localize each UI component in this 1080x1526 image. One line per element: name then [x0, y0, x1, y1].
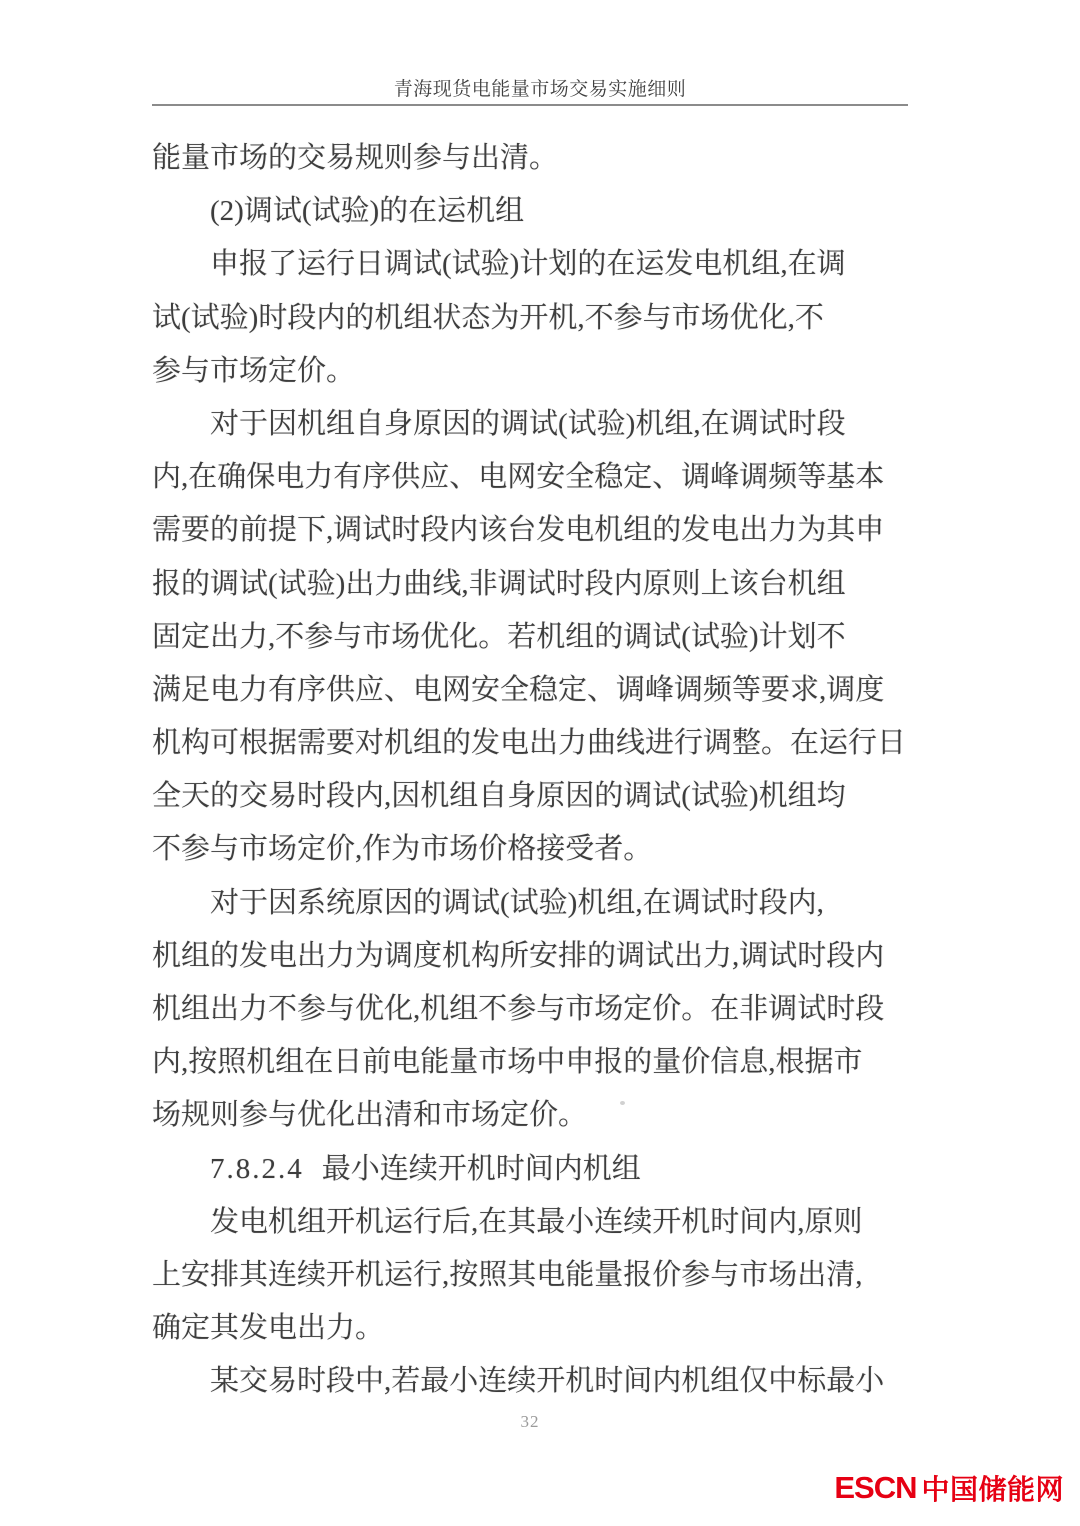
- escn-logo-latin: ESCN: [834, 1470, 917, 1505]
- section-heading-title: 最小连续开机时间内机组: [321, 1152, 641, 1185]
- body-text-line: 全天的交易时段内,因机组自身原因的调试(试验)机组均: [152, 780, 846, 813]
- body-text-line: 上安排其连续开机运行,按照其电能量报价参与市场出清,: [152, 1258, 863, 1291]
- body-text-line: (2)调试(试验)的在运机组: [210, 195, 525, 228]
- body-text-line: 对于因系统原因的调试(试验)机组,在调试时段内,: [210, 886, 824, 919]
- body-text-line: 固定出力,不参与市场优化。若机组的调试(试验)计划不: [152, 620, 846, 653]
- body-text-line: 报的调试(试验)出力曲线,非调试时段内原则上该台机组: [152, 567, 846, 600]
- document-body: [152, 132, 912, 1409]
- body-text-line: 申报了运行日调试(试验)计划的在运发电机组,在调: [210, 248, 846, 281]
- escn-logo: [834, 1468, 1064, 1508]
- body-text-line: 能量市场的交易规则参与出清。: [152, 142, 559, 174]
- body-text-line: 场规则参与优化出清和市场定价。: [152, 1099, 588, 1132]
- body-text-line: 试(试验)时段内的机组状态为开机,不参与市场优化,不: [152, 301, 824, 334]
- body-text-line: 满足电力有序供应、电网安全稳定、调峰调频等要求,调度: [152, 673, 885, 706]
- page-number: 32: [520, 1412, 540, 1431]
- body-text-line: 内,在确保电力有序供应、电网安全稳定、调峰调频等基本: [152, 461, 885, 494]
- header-title: 青海现货电能量市场交易实施细则: [393, 79, 687, 100]
- body-text-line: 机构可根据需要对机组的发电出力曲线进行调整。在运行日: [152, 727, 907, 760]
- body-text-line: 机组的发电出力为调度机构所安排的调试出力,调试时段内: [152, 939, 885, 972]
- scan-artifact-dot: [620, 1101, 625, 1105]
- section-heading-number: 7.8.2.4: [210, 1152, 304, 1185]
- body-text-line: 机组出力不参与优化,机组不参与市场定价。在非调试时段: [152, 993, 885, 1025]
- body-text-line: 参与市场定价。: [152, 354, 356, 387]
- body-text-line: 需要的前提下,调试时段内该台发电机组的发电出力为其申: [152, 514, 885, 547]
- escn-logo-cjk-text: 中国储能网: [921, 1474, 1064, 1505]
- section-heading: [152, 1143, 912, 1196]
- body-text-line: 不参与市场定价,作为市场价格接受者。: [152, 833, 653, 866]
- body-text-line: 发电机组开机运行后,在其最小连续开机时间内,原则: [210, 1205, 863, 1238]
- body-text-line: 内,按照机组在日前电能量市场中申报的量价信息,根据市: [152, 1046, 863, 1079]
- body-text-line: 对于因机组自身原因的调试(试验)机组,在调试时段: [210, 407, 846, 440]
- body-text-line: 确定其发电出力。: [152, 1312, 385, 1345]
- body-text-line: 某交易时段中,若最小连续开机时间内机组仅中标最小: [210, 1365, 885, 1398]
- header-rule: [152, 104, 908, 106]
